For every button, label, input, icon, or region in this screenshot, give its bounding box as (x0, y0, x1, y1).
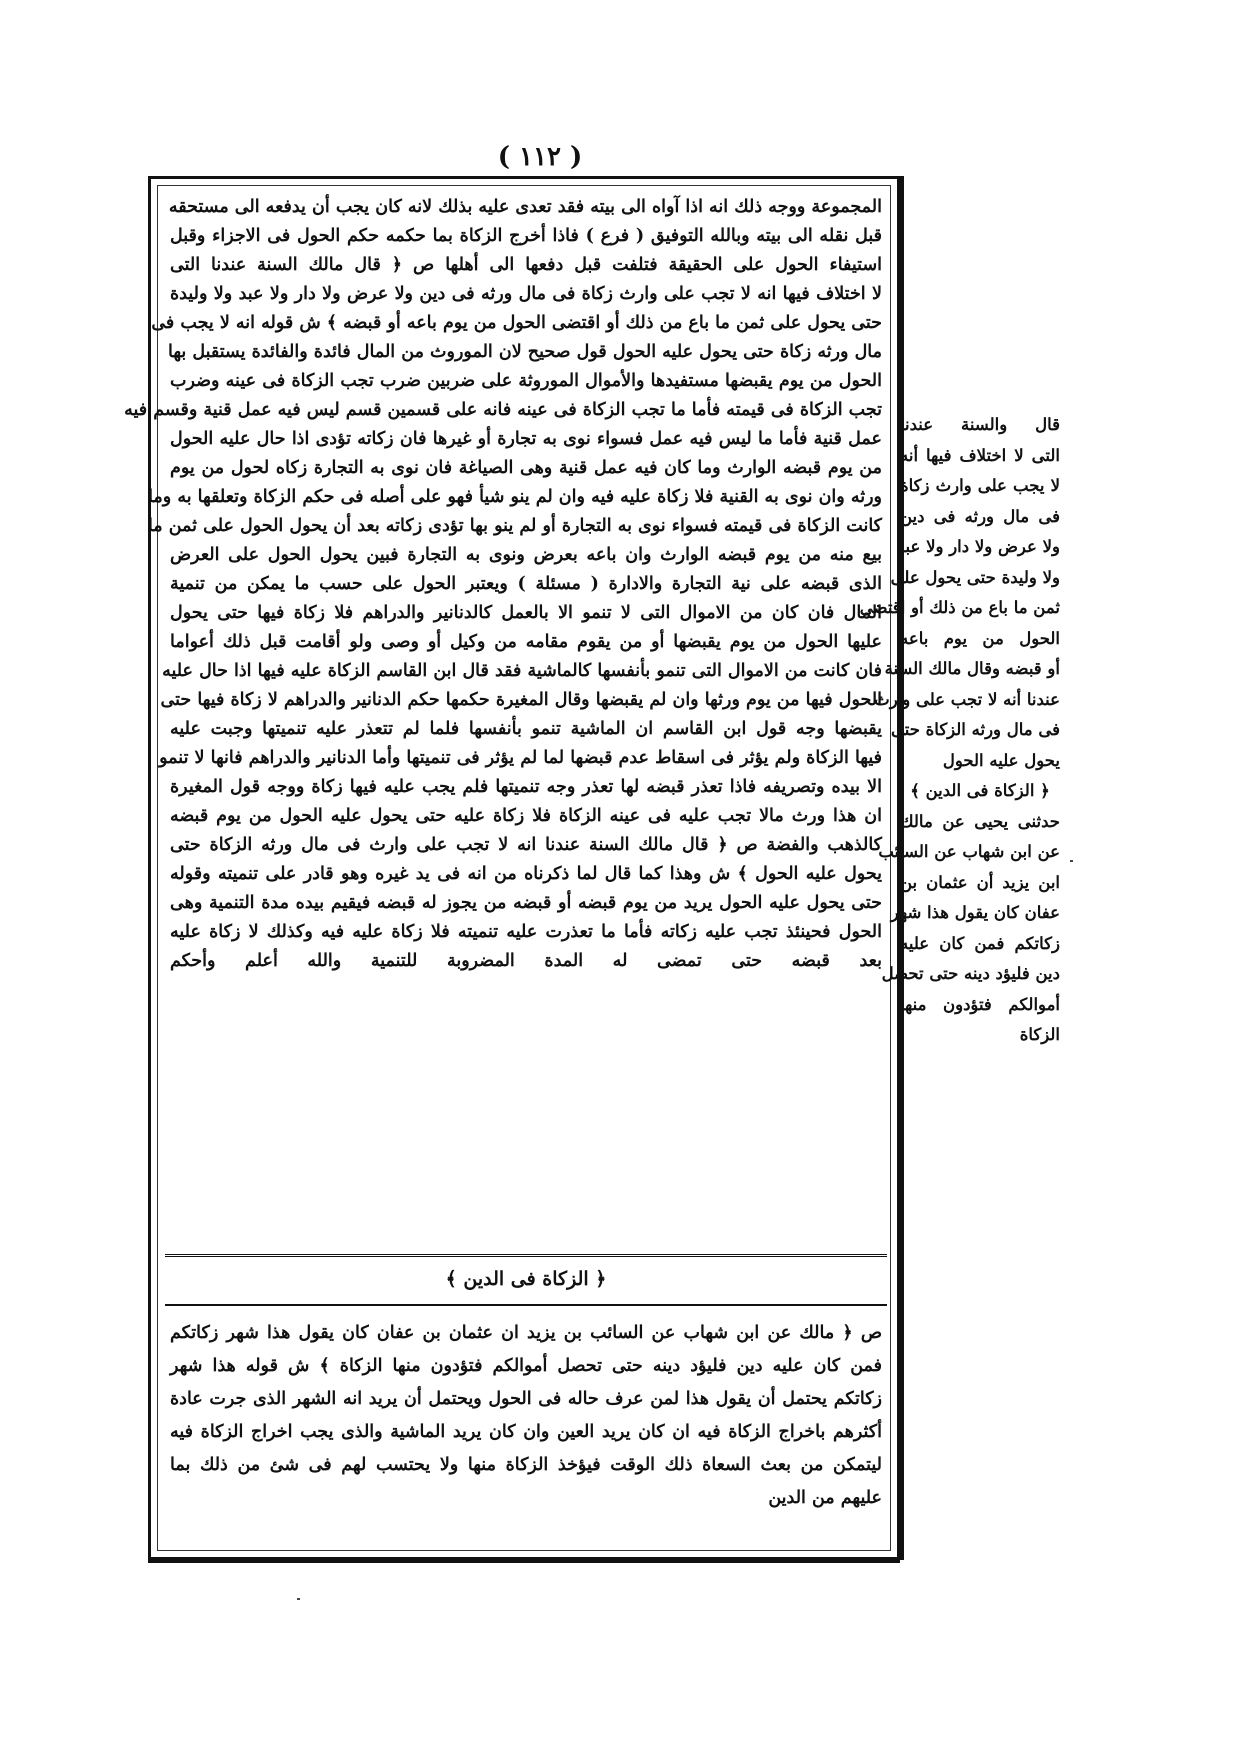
section-heading: ﴿ الزكاة فى الدين ﴾ (445, 1268, 607, 1290)
hadith-line: زكاتكم يحتمل أن يقول هذا لمن عرف حاله فى الحول ويحتمل أن يريد انه الشهر الذى جرت عادة (170, 1389, 882, 1409)
commentary-line: لا اختلاف فيها انه لا تجب على وارث زكاة فى مال ورثه فى دين ولا عرض ولا دار ولا عبد ولا وليدة (170, 284, 882, 304)
commentary-text (124, 193, 882, 1005)
page-number: ( ١١٢ ) (497, 142, 583, 172)
hadith-line: ليتمكن من بعث السعاة ذلك الوقت فيؤخذ الزكاة منها ولا يحتسب لهم فى شئ من ذلك بما (170, 1455, 882, 1475)
margin-line: قال والسنة عندنا (900, 415, 1060, 434)
commentary-line: قبل نقله الى بيته وبالله التوفيق ( فرع ) فاذا أخرج الزكاة بما حكمه حكم الحول فى الاجزاء وقبل (170, 226, 882, 246)
margin-line: لا يجب على وارث زكاة (900, 476, 1060, 495)
margin-line: ثمن ما باع من ذلك أو اقتضى (859, 598, 1060, 617)
commentary-line: عليها الحول من يوم يقبضها أو من يقوم مقامه من وكيل أو وصى ولو أقامت قبل ذلك أعواما (170, 632, 882, 652)
commentary-line: تجب الزكاة فى قيمته فأما ما تجب الزكاة فى عينه فانه على قسمين قسم ليس فيه عمل قنية وقسم فيه (124, 400, 882, 420)
commentary-line: استيفاء الحول على الحقيقة فتلفت قبل دفعها الى أهلها ص ﴿ قال مالك السنة عندنا التى (170, 255, 882, 275)
margin-line: أو قبضه وقال مالك السنة (884, 659, 1060, 678)
hadith-line: فمن كان عليه دين فليؤد دينه حتى تحصل أموالكم فتؤدون منها الزكاة ﴾ ش قوله هذا شهر (170, 1356, 882, 1376)
hadith-line: عليهم من الدين (768, 1488, 882, 1508)
commentary-line: الذى قبضه على نية التجارة والادارة ( مسئلة ) ويعتبر الحول على حسب ما يمكن من تنمية (170, 574, 882, 594)
margin-line: فى مال ورثه الزكاة حتى (890, 720, 1060, 739)
margin-line: يحول عليه الحول (942, 750, 1060, 770)
margin-line: فى مال ورثه فى دين (900, 506, 1060, 526)
margin-heading: ﴿ الزكاة فى الدين ﴾ (910, 781, 1050, 800)
commentary-line: فيها الزكاة ولم يؤثر فى اسقاط عدم قبضها لما لم يؤثر فى تنميتها وأما الدنانير والدراهم فانها لا تنمو (159, 748, 882, 768)
commentary-line: بعد قبضه حتى تمضى له المدة المضروبة للتنمية والله أعلم وأحكم (170, 951, 882, 971)
commentary-line: الحول فحينئذ تجب عليه زكاته فأما ما تعذرت عليه تنميته فلا زكاة عليه فيه وكذلك لا زكاة عليه (170, 922, 882, 942)
margin-line: عفان كان يقول هذا شهر (890, 903, 1060, 922)
section-divider-bottom (165, 1304, 887, 1306)
commentary-line: عمل قنية فأما ما ليس فيه عمل فسواء نوى به تجارة أو غيرها فان زكاته تؤدى اذا حال عليه الحول (170, 429, 882, 449)
commentary-line: المجموعة ووجه ذلك انه اذا آواه الى بيته فقد تعدى عليه بذلك لانه كان يجب أن يدفعه الى مستحقه (168, 197, 882, 217)
commentary-line: ورثه وان نوى به القنية فلا زكاة عليه فيه وان لم ينو شيأ فهو على أصله فى حكم الزكاة وتعلقها به وما (148, 487, 882, 507)
margin-line: عندنا أنه لا تجب على وارث (874, 689, 1060, 709)
section-divider-top (165, 1254, 887, 1257)
commentary-line: يحول عليه الحول ﴾ ش وهذا كما قال لما ذكرناه من انه فى يد غيره وهو قادر على تنميته وقوله (170, 864, 882, 884)
commentary-line: حتى يحول على ثمن ما باع من ذلك أو اقتضى الحول من يوم باعه أو قبضه ﴾ ش قوله انه لا يجب فى (151, 313, 882, 333)
hadith-line: أكثرهم باخراج الزكاة فيه ان كان يريد العين وان كان يريد الماشية والذى يجب اخراج الزكاة فيه (170, 1422, 882, 1442)
margin-line: زكاتكم فمن كان عليه (900, 933, 1060, 953)
margin-line: ولا عرض ولا دار ولا عبد (896, 537, 1060, 556)
hadith-line: ص ﴿ مالك عن ابن شهاب عن السائب بن يزيد ان عثمان بن عفان كان يقول هذا شهر زكاتكم (170, 1323, 882, 1343)
commentary-line: فان كانت من الاموال التى تنمو بأنفسها كالماشية فقد قال ابن القاسم الزكاة عليه فيها اذا حال عليه (162, 661, 882, 681)
commentary-line (170, 976, 882, 1005)
hadith-text (170, 1317, 882, 1515)
commentary-line: بيع منه من يوم قبضه الوارث وان باعه بعرض ونوى به التجارة فبين يحول الحول على العرض (170, 545, 882, 565)
commentary-line: ان هذا ورث مالا تجب عليه فى عينه الزكاة فلا زكاة عليه حتى يحول عليه الحول من يوم قبضه (170, 806, 882, 826)
commentary-line: يقبضها وجه قول ابن القاسم ان الماشية تنمو بأنفسها فلما لم تتعذر عليه تنميتها وجبت عليه (170, 719, 882, 739)
margin-line: دين فليؤد دينه حتى تحصل (881, 964, 1060, 983)
commentary-line: كانت الزكاة فى قيمته فسواء نوى به التجارة أو لم ينو بها تؤدى زكاته بعد أن يحول الحول على ثمن ما (147, 516, 882, 536)
margin-text (859, 410, 1060, 1051)
scan-speck (1070, 860, 1073, 862)
scan-speck (297, 1598, 300, 1600)
margin-line: التى لا اختلاف فيها أنه (900, 445, 1060, 465)
commentary-line: كالذهب والفضة ص ﴿ قال مالك السنة عندنا انه لا تجب على وارث فى مال ورثه الزكاة حتى (170, 835, 882, 855)
commentary-line: المال فان كان من الاموال التى لا تنمو الا بالعمل كالدنانير والدراهم فلا زكاة فيها حتى يحول (170, 603, 882, 623)
commentary-line: مال ورثه زكاة حتى يحول عليه الحول قول صحيح لان الموروث من المال فائدة والفائدة يستقبل بها (168, 342, 882, 362)
commentary-line: حتى يحول عليه الحول يريد من يوم قبضه أو قبضه من يجوز له قبضه فيقيم بيده مدة التنمية وهى (170, 893, 882, 913)
commentary-line: من يوم قبضه الوارث وما كان فيه عمل قنية وهى الصياغة فان نوى به التجارة زكاه لحول من يوم (170, 458, 882, 478)
margin-line: ابن يزيد أن عثمان بن (900, 872, 1060, 892)
margin-line: حدثنى يحيى عن مالك (900, 811, 1060, 831)
margin-line: عن ابن شهاب عن السائب (878, 842, 1060, 861)
margin-line: أموالكم فتؤدون منها (900, 994, 1060, 1014)
margin-line: الزكاة (1019, 1025, 1060, 1044)
commentary-line: الحول من يوم يقبضها مستفيدها والأموال الموروثة على ضربين ضرب تجب الزكاة فى عينه وضرب (170, 371, 882, 391)
margin-line: ولا وليدة حتى يحول على (890, 567, 1060, 587)
margin-line: الحول من يوم باعه (900, 628, 1060, 648)
commentary-line: الا بيده وتصريفه فاذا تعذر قبضه لها تعذر وجه تنميتها فلم يجب عليه فيها زكاة ووجه قول المغيرة (170, 777, 882, 797)
commentary-line: الحول فيها من يوم ورثها وان لم يقبضها وقال المغيرة حكمها حكم الدنانير والدراهم لا زكاة فيها حتى (160, 690, 882, 710)
